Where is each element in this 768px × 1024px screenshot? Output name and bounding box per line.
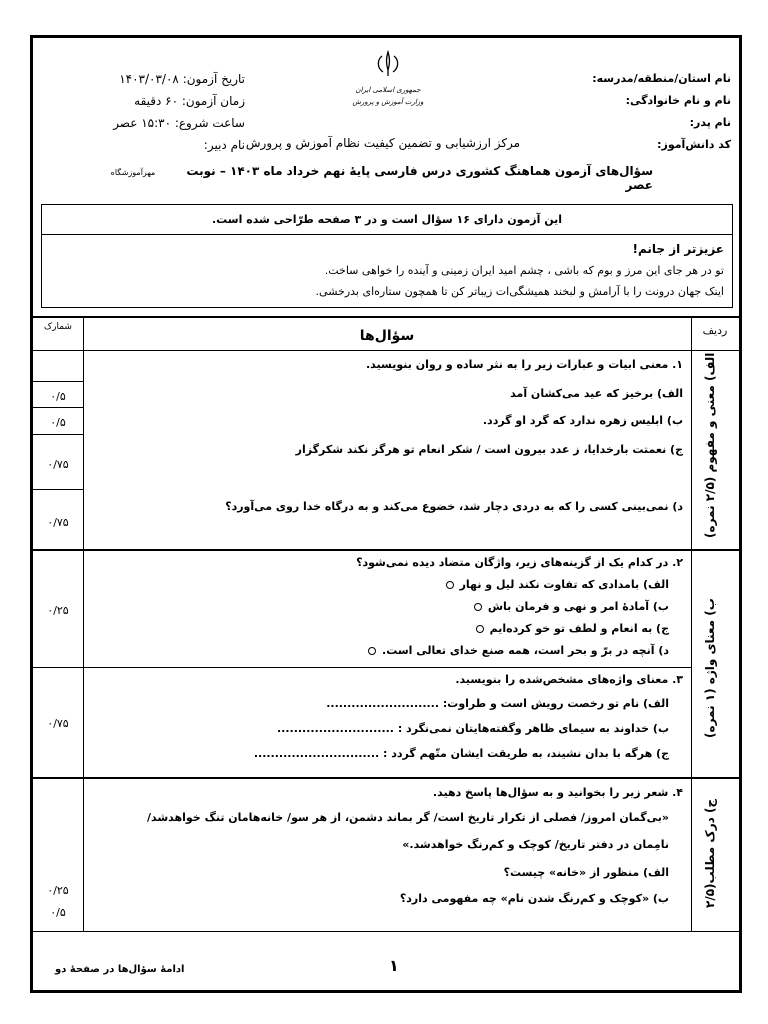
option-2a-label: الف) بامدادی که تفاوت نکند لیل و نهار [459, 578, 669, 591]
poem-line2: نامِمان در دفتر تاریخ/ کوچک و کم‌رنگ خواهدشد.» [402, 838, 669, 851]
student-code-field: کد دانش‌آموز: [657, 138, 731, 151]
exam-date: تاریخ آزمون: ۱۴۰۳/۰۳/۰۸ [119, 72, 245, 86]
option-2c[interactable] [476, 622, 669, 635]
section-a-label: الف) معنی و مفهوم (۲/۵ نمره) [703, 352, 717, 538]
row-column-line [691, 316, 692, 931]
q2-border [33, 667, 691, 668]
question-4a: الف) منظور از «خانه» چیست؟ [503, 866, 669, 879]
score-4b: ۰/۵ [50, 906, 66, 919]
school-stamp: مهرآموزشگاه [110, 168, 156, 177]
emblem-line1: جمهوری اسلامی ایران [355, 86, 421, 94]
col-score-header: شمارک [44, 322, 72, 332]
question-2 [356, 556, 683, 569]
radio-circle-icon[interactable] [446, 581, 454, 589]
exam-summary: این آزمون دارای ۱۶ سؤال است و در ۳ صفحه طرّاحی شده است. [42, 205, 732, 235]
question-4b: ب) «کوچک و کم‌رنگ شدن نام» چه مفهومی دارد؟ [399, 892, 669, 905]
score-row-line [33, 381, 83, 382]
question-4: ۴. شعر زیر را بخوانید و به سؤال‌ها پاسخ دهید. [432, 786, 683, 799]
exam-sheet [30, 35, 742, 993]
table-bottom-border [33, 931, 739, 932]
exam-title: سؤال‌های آزمون هماهنگ کشوری درس فارسی پایهٔ نهم خرداد ماه ۱۴۰۳ – نوبت عصر [186, 164, 653, 192]
emblem-line2: وزارت آموزش و پرورش [352, 98, 424, 106]
option-2d[interactable] [368, 644, 669, 657]
score-row-line [33, 407, 83, 408]
student-info-block [541, 68, 731, 156]
section-c-label: ج) درک مطلب(۲/۵ [703, 798, 717, 908]
page-number: ۱ [389, 956, 399, 975]
radio-circle-icon[interactable] [368, 647, 376, 655]
option-2d-label: د) آنچه در برّ و بحر است، همه صنع خدای تعالی است. [382, 644, 669, 657]
question-1c: ج) نعمتت بارخدایا، ز عدد بیرون است / شکر انعام تو هرگز نکند شکرگزار [295, 443, 683, 456]
score-1d: ۰/۷۵ [47, 516, 69, 529]
question-3a: الف) نام تو رخصت رویش است و طراوت: ........................... [326, 697, 669, 710]
section-b-border [33, 777, 739, 779]
score-1a: ۰/۵ [50, 390, 66, 403]
intro-line2: اینک جهان درونت را با آرامش و لبخند همیشگی‌ات زیباتر کن تا همچون ستاره‌ای بدرخشی. [315, 285, 724, 298]
col-questions-header: سؤال‌ها [359, 328, 415, 344]
intro-box [41, 204, 733, 308]
section-a-border [33, 549, 739, 551]
score-column-line [83, 316, 84, 931]
section-b-label: ب) معنای واژه (۱ نمره) [703, 598, 717, 738]
score-1c: ۰/۷۵ [47, 458, 69, 471]
exam-duration: زمان آزمون: ۶۰ دقیقه [134, 94, 245, 108]
table-top-border [33, 316, 739, 318]
greeting: عزیزتر از جانم! [632, 242, 724, 256]
question-1d: د) نمی‌بینی کسی را که به دردی دچار شد، خضوع می‌کند و به درگاه خدا روی می‌آورد؟ [225, 500, 683, 513]
score-4a: ۰/۲۵ [47, 884, 69, 897]
question-2-text: ۲. در کدام یک از گزینه‌های زیر، واژگان متضاد دیده نمی‌شود؟ [356, 556, 683, 569]
option-2c-label: ج) به انعام و لطف تو خو کرده‌ایم [489, 622, 669, 635]
continue-note: ادامهٔ سؤال‌ها در صفحهٔ دو [55, 964, 185, 975]
radio-circle-icon[interactable] [476, 625, 484, 633]
question-3b: ب) خداوند به سیمای ظاهر وگفته‌هایتان نمی‌نگرد : ............................ [276, 722, 669, 735]
question-3c: ج) هرگه با بدان نشیند، به طریقت ایشان متّهم گردد : .............................. [253, 747, 669, 760]
option-2a[interactable] [446, 578, 669, 591]
score-1b: ۰/۵ [50, 416, 66, 429]
score-row-line [33, 489, 83, 490]
iran-emblem [333, 50, 443, 108]
table-header-border [33, 350, 739, 351]
question-1b: ب) ابلیس زهره ندارد که گرد او گردد. [482, 414, 683, 427]
poem-line1: «بی‌گمان امروز/ فصلی از تکرار تاریخ است/ گر بماند دشمن، از هر سو/ خانه‌هامان تنگ خواهدشد/ [146, 811, 669, 824]
score-3: ۰/۷۵ [47, 717, 69, 730]
emblem-icon [333, 50, 443, 84]
father-name-field: نام پدر: [689, 116, 731, 129]
option-2b-label: ب) آمادهٔ امر و نهی و فرمان باش [487, 600, 669, 613]
question-1: ۱. معنی ابیات و عبارات زیر را به نثر ساده و روان بنویسید. [366, 358, 683, 371]
teacher-name: نام دبیر: [203, 138, 245, 152]
option-2b[interactable] [474, 600, 669, 613]
province-field: نام استان/منطقه/مدرسه: [592, 72, 731, 85]
start-time: ساعت شروع: ۱۵:۳۰ عصر [113, 116, 245, 130]
col-row-header: ردیف [702, 324, 728, 337]
question-1a: الف) برخیز که عید می‌کشان آمد [510, 387, 683, 400]
intro-line1: تو در هر جای این مرز و بوم که باشی ، چشم امید ایران زمینی و آینده را خواهی ساخت. [324, 264, 724, 277]
score-row-line [33, 434, 83, 435]
center-name: مرکز ارزشیابی و تضمین کیفیت نظام آموزش و پرورش [245, 136, 521, 150]
radio-circle-icon[interactable] [474, 603, 482, 611]
exam-info-block [45, 68, 245, 156]
student-name-field: نام و نام خانوادگی: [625, 94, 731, 107]
question-3: ۳. معنای واژه‌های مشخص‌شده را بنویسید. [455, 673, 683, 686]
score-2: ۰/۲۵ [47, 604, 69, 617]
